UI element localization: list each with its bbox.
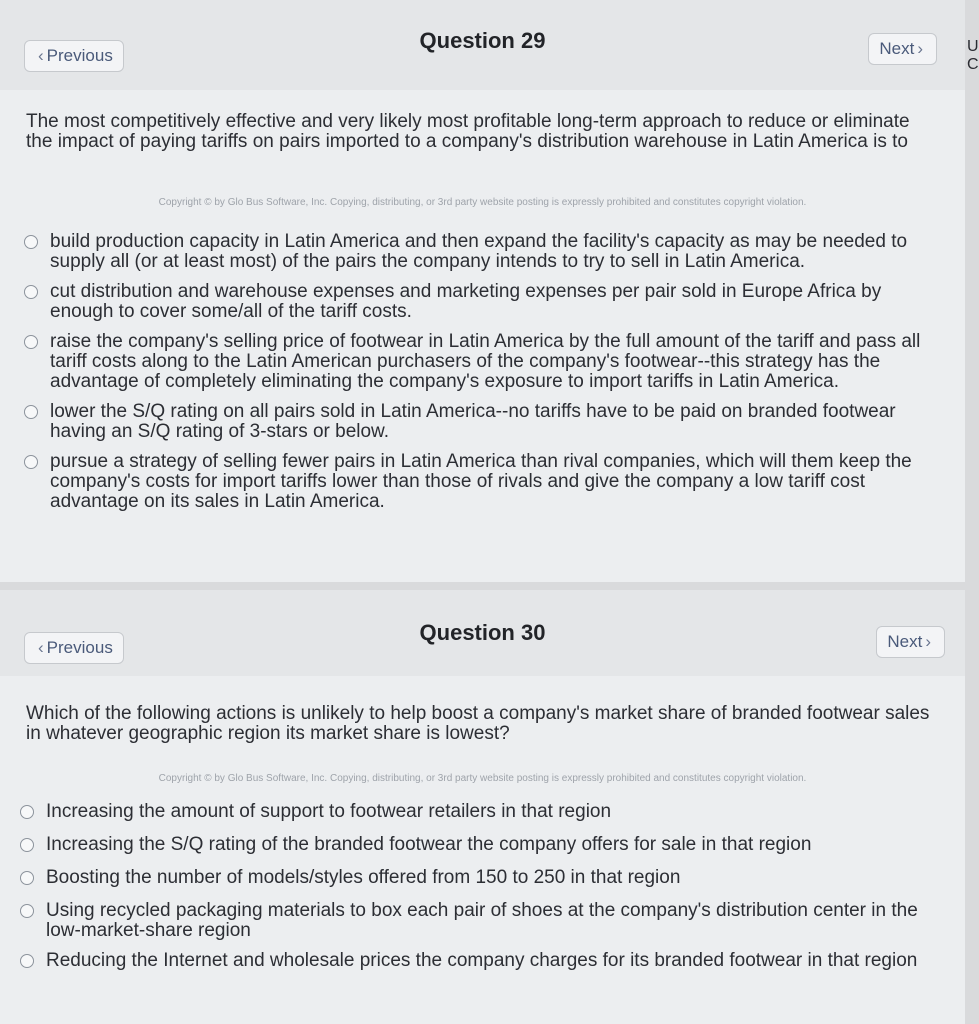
answer-option[interactable]: [24, 282, 939, 322]
question-29-header: [0, 0, 965, 90]
chevron-right-icon: ›: [925, 632, 931, 651]
next-label: Next: [879, 39, 915, 58]
question-30-panel: [0, 590, 965, 1024]
option-text: cut distribution and warehouse expenses and marketing expenses per pair sold in Europe Africa by enough to cover some/all of the tariff costs.: [50, 281, 882, 322]
answer-options: [24, 232, 939, 512]
answer-option[interactable]: [24, 332, 939, 392]
option-text: raise the company's selling price of footwear in Latin America by the full amount of the tariff and pass all tariff costs along to the Latin American purchasers of the company's footwear--this strategy has the advantage of completely eliminating the company's exposure to import tariffs in Latin America.: [50, 331, 921, 392]
question-30-header: [0, 590, 965, 676]
previous-label: Previous: [46, 638, 113, 657]
answer-option[interactable]: [20, 835, 950, 855]
answer-option[interactable]: [24, 232, 939, 272]
option-text: Reducing the Internet and wholesale prices the company charges for its branded footwear in that region: [46, 950, 918, 971]
radio-button[interactable]: [24, 455, 38, 469]
radio-button[interactable]: [20, 954, 34, 968]
next-button[interactable]: [876, 626, 945, 658]
answer-option[interactable]: [20, 868, 950, 888]
answer-option[interactable]: [20, 901, 950, 941]
option-text: Increasing the amount of support to footwear retailers in that region: [46, 801, 612, 822]
option-text: lower the S/Q rating on all pairs sold in Latin America--no tariffs have to be paid on branded footwear having an S/Q rating of 3-stars or below.: [50, 401, 896, 442]
next-label: Next: [887, 632, 923, 651]
chevron-left-icon: ‹: [38, 46, 44, 65]
copyright-notice: Copyright © by Glo Bus Software, Inc. Copying, distributing, or 3rd party website posting is expressly prohibited and constitutes copyright violation.: [158, 197, 807, 208]
radio-button[interactable]: [20, 838, 34, 852]
edge-glyph: U: [967, 38, 979, 55]
answer-option[interactable]: [24, 452, 939, 512]
chevron-left-icon: ‹: [38, 638, 44, 657]
next-button[interactable]: [868, 33, 937, 65]
radio-button[interactable]: [20, 871, 34, 885]
question-title: Question 30: [419, 620, 546, 645]
option-text: Using recycled packaging materials to box each pair of shoes at the company's distribution center in the low-market-share region: [46, 900, 918, 941]
radio-button[interactable]: [24, 405, 38, 419]
question-prompt: Which of the following actions is unlikely to help boost a company's market share of branded footwear sales in whatever geographic region its market share is lowest?: [26, 703, 930, 744]
option-text: build production capacity in Latin America and then expand the facility's capacity as may be needed to supply all (or at least most) of the pairs the company intends to try to sell in Latin America.: [50, 231, 908, 272]
question-prompt: The most competitively effective and very likely most profitable long-term approach to reduce or eliminate the impact of paying tariffs on pairs imported to a company's distribution warehouse in Latin America is to: [26, 111, 910, 152]
option-text: pursue a strategy of selling fewer pairs in Latin America than rival companies, which will them keep the company's costs for import tariffs lower than those of rivals and give the company a low tariff cost advantage on its sales in Latin America.: [50, 451, 912, 512]
chevron-right-icon: ›: [917, 39, 923, 58]
answer-option[interactable]: [20, 802, 950, 822]
edge-glyph: C: [967, 56, 979, 73]
option-text: Increasing the S/Q rating of the branded footwear the company offers for sale in that region: [46, 834, 812, 855]
question-title: Question 29: [419, 28, 546, 53]
radio-button[interactable]: [24, 285, 38, 299]
radio-button[interactable]: [20, 904, 34, 918]
previous-label: Previous: [46, 46, 113, 65]
answer-option[interactable]: [20, 951, 950, 971]
radio-button[interactable]: [24, 235, 38, 249]
radio-button[interactable]: [20, 805, 34, 819]
answer-options: [20, 802, 950, 971]
option-text: Boosting the number of models/styles offered from 150 to 250 in that region: [46, 867, 681, 888]
copyright-notice: Copyright © by Glo Bus Software, Inc. Copying, distributing, or 3rd party website posting is expressly prohibited and constitutes copyright violation.: [158, 773, 807, 784]
answer-option[interactable]: [24, 402, 939, 442]
radio-button[interactable]: [24, 335, 38, 349]
